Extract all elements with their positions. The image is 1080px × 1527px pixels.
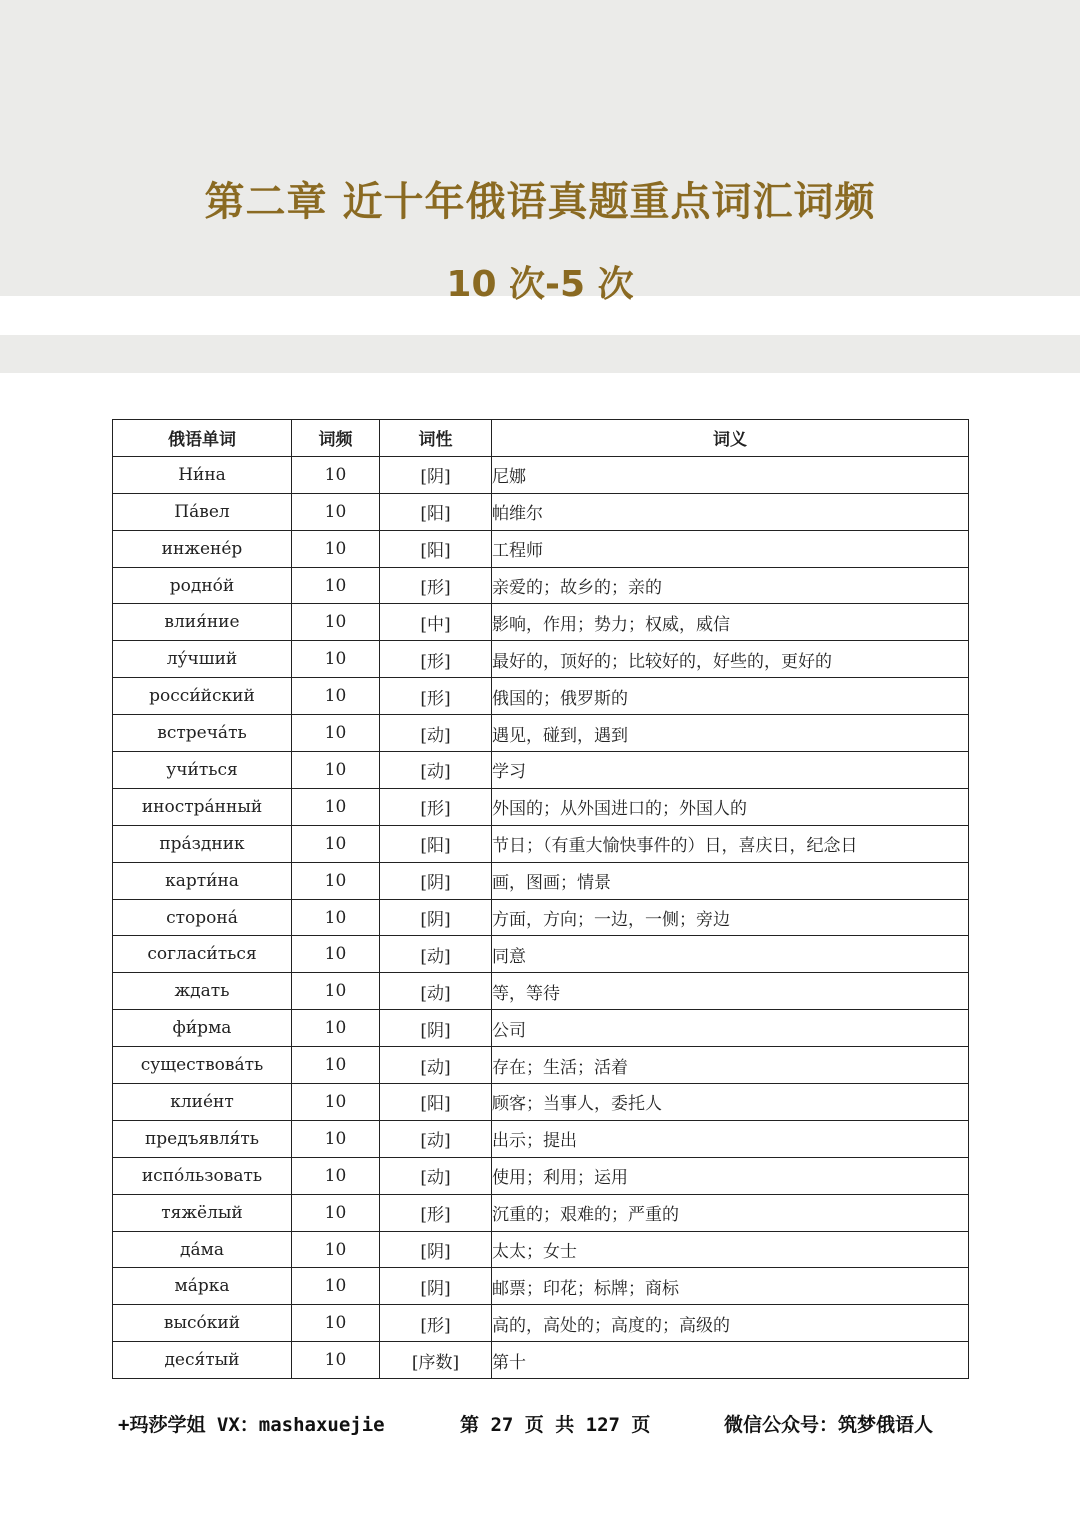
frequency-cell: 10 [292, 1084, 380, 1121]
frequency-cell: 10 [292, 715, 380, 752]
frequency-cell: 10 [292, 1342, 380, 1379]
part-of-speech-cell: [形] [380, 641, 492, 678]
meaning-cell: 等，等待 [492, 973, 969, 1010]
word-cell: инжене́р [113, 530, 292, 567]
word-cell: встреча́ть [113, 715, 292, 752]
footer-page-number: 第 27 页 共 127 页 [460, 1414, 651, 1436]
table-row [113, 788, 969, 825]
table-row [113, 862, 969, 899]
table-row [113, 973, 969, 1010]
meaning-cell: 节日；（有重大愉快事件的）日，喜庆日，纪念日 [492, 825, 969, 862]
table-row [113, 899, 969, 936]
table-row [113, 1342, 969, 1379]
word-cell: ма́рка [113, 1268, 292, 1305]
meaning-cell: 公司 [492, 1010, 969, 1047]
meaning-cell: 使用；利用；运用 [492, 1157, 969, 1194]
part-of-speech-cell: [动] [380, 1157, 492, 1194]
part-of-speech-cell: [形] [380, 567, 492, 604]
word-cell: Па́вел [113, 493, 292, 530]
table-row [113, 567, 969, 604]
frequency-cell: 10 [292, 493, 380, 530]
frequency-cell: 10 [292, 1231, 380, 1268]
frequency-cell: 10 [292, 1047, 380, 1084]
table-row [113, 1231, 969, 1268]
column-header-meaning: 词义 [492, 420, 969, 457]
part-of-speech-cell: [阴] [380, 456, 492, 493]
part-of-speech-cell: [动] [380, 973, 492, 1010]
meaning-cell: 第十 [492, 1342, 969, 1379]
meaning-cell: 尼娜 [492, 456, 969, 493]
part-of-speech-cell: [动] [380, 752, 492, 789]
frequency-cell: 10 [292, 641, 380, 678]
word-cell: пра́здник [113, 825, 292, 862]
table-body [113, 456, 969, 1378]
part-of-speech-cell: [阴] [380, 1268, 492, 1305]
part-of-speech-cell: [形] [380, 1305, 492, 1342]
part-of-speech-cell: [阴] [380, 862, 492, 899]
part-of-speech-cell: [形] [380, 788, 492, 825]
meaning-cell: 同意 [492, 936, 969, 973]
frequency-cell: 10 [292, 1194, 380, 1231]
word-cell: высо́кий [113, 1305, 292, 1342]
header-banner [0, 0, 1080, 296]
frequency-cell: 10 [292, 1010, 380, 1047]
part-of-speech-cell: [动] [380, 1120, 492, 1157]
page-footer [0, 1410, 1080, 1434]
table-row [113, 936, 969, 973]
table-row [113, 1047, 969, 1084]
frequency-cell: 10 [292, 788, 380, 825]
column-header-frequency: 词频 [292, 420, 380, 457]
meaning-cell: 太太；女士 [492, 1231, 969, 1268]
meaning-cell: 帕维尔 [492, 493, 969, 530]
frequency-cell: 10 [292, 567, 380, 604]
table-row [113, 1010, 969, 1047]
chapter-subtitle: 10 次-5 次 [446, 264, 634, 305]
part-of-speech-cell: [阳] [380, 530, 492, 567]
word-cell: лу́чший [113, 641, 292, 678]
table-row [113, 1157, 969, 1194]
meaning-cell: 方面，方向；一边，一侧；旁边 [492, 899, 969, 936]
part-of-speech-cell: [中] [380, 604, 492, 641]
table-row [113, 530, 969, 567]
table-row [113, 1084, 969, 1121]
table-row [113, 678, 969, 715]
meaning-cell: 存在；生活；活着 [492, 1047, 969, 1084]
frequency-cell: 10 [292, 604, 380, 641]
table-row [113, 1194, 969, 1231]
meaning-cell: 高的，高处的；高度的；高级的 [492, 1305, 969, 1342]
meaning-cell: 画，图画；情景 [492, 862, 969, 899]
table-row [113, 1268, 969, 1305]
meaning-cell: 顾客；当事人，委托人 [492, 1084, 969, 1121]
frequency-cell: 10 [292, 1305, 380, 1342]
meaning-cell: 俄国的；俄罗斯的 [492, 678, 969, 715]
part-of-speech-cell: [阳] [380, 825, 492, 862]
word-cell: деся́тый [113, 1342, 292, 1379]
meaning-cell: 最好的，顶好的；比较好的，好些的，更好的 [492, 641, 969, 678]
frequency-cell: 10 [292, 752, 380, 789]
header-strip [0, 335, 1080, 373]
table-row [113, 604, 969, 641]
footer-wechat-account: 微信公众号：筑梦俄语人 [724, 1414, 934, 1436]
word-cell: Ни́на [113, 456, 292, 493]
part-of-speech-cell: [形] [380, 1194, 492, 1231]
vocabulary-table [112, 419, 969, 1379]
frequency-cell: 10 [292, 1157, 380, 1194]
meaning-cell: 沉重的；艰难的；严重的 [492, 1194, 969, 1231]
table-row [113, 456, 969, 493]
table-row [113, 752, 969, 789]
column-header-part-of-speech: 词性 [380, 420, 492, 457]
frequency-cell: 10 [292, 973, 380, 1010]
word-cell: тяжёлый [113, 1194, 292, 1231]
word-cell: иностра́нный [113, 788, 292, 825]
part-of-speech-cell: [动] [380, 936, 492, 973]
word-cell: да́ма [113, 1231, 292, 1268]
part-of-speech-cell: [阴] [380, 899, 492, 936]
meaning-cell: 出示；提出 [492, 1120, 969, 1157]
word-cell: ждать [113, 973, 292, 1010]
meaning-cell: 学习 [492, 752, 969, 789]
table-row [113, 1120, 969, 1157]
word-cell: родно́й [113, 567, 292, 604]
frequency-cell: 10 [292, 530, 380, 567]
part-of-speech-cell: [阳] [380, 1084, 492, 1121]
frequency-cell: 10 [292, 1268, 380, 1305]
table-header-row [113, 420, 969, 457]
frequency-cell: 10 [292, 456, 380, 493]
part-of-speech-cell: [阴] [380, 1010, 492, 1047]
frequency-cell: 10 [292, 936, 380, 973]
word-cell: сторона́ [113, 899, 292, 936]
meaning-cell: 外国的；从外国进口的；外国人的 [492, 788, 969, 825]
meaning-cell: 工程师 [492, 530, 969, 567]
table-row [113, 641, 969, 678]
word-cell: фи́рма [113, 1010, 292, 1047]
column-header-word: 俄语单词 [113, 420, 292, 457]
part-of-speech-cell: [阳] [380, 493, 492, 530]
part-of-speech-cell: [形] [380, 678, 492, 715]
frequency-cell: 10 [292, 862, 380, 899]
word-cell: испо́льзовать [113, 1157, 292, 1194]
part-of-speech-cell: [阴] [380, 1231, 492, 1268]
chapter-title: 第二章 近十年俄语真题重点词汇词频 [204, 179, 876, 225]
meaning-cell: 影响，作用；势力；权威，威信 [492, 604, 969, 641]
table-row [113, 1305, 969, 1342]
word-cell: предъявля́ть [113, 1120, 292, 1157]
table-row [113, 715, 969, 752]
part-of-speech-cell: [动] [380, 1047, 492, 1084]
word-cell: росси́йский [113, 678, 292, 715]
word-cell: клие́нт [113, 1084, 292, 1121]
part-of-speech-cell: [序数] [380, 1342, 492, 1379]
frequency-cell: 10 [292, 899, 380, 936]
table-row [113, 493, 969, 530]
part-of-speech-cell: [动] [380, 715, 492, 752]
frequency-cell: 10 [292, 825, 380, 862]
word-cell: влия́ние [113, 604, 292, 641]
table-row [113, 825, 969, 862]
meaning-cell: 亲爱的；故乡的；亲的 [492, 567, 969, 604]
word-cell: согласи́ться [113, 936, 292, 973]
word-cell: карти́на [113, 862, 292, 899]
word-cell: существова́ть [113, 1047, 292, 1084]
footer-contact: +玛莎学姐 VX：mashaxuejie [118, 1414, 385, 1436]
meaning-cell: 遇见，碰到，遇到 [492, 715, 969, 752]
frequency-cell: 10 [292, 1120, 380, 1157]
frequency-cell: 10 [292, 678, 380, 715]
word-cell: учи́ться [113, 752, 292, 789]
meaning-cell: 邮票；印花；标牌；商标 [492, 1268, 969, 1305]
